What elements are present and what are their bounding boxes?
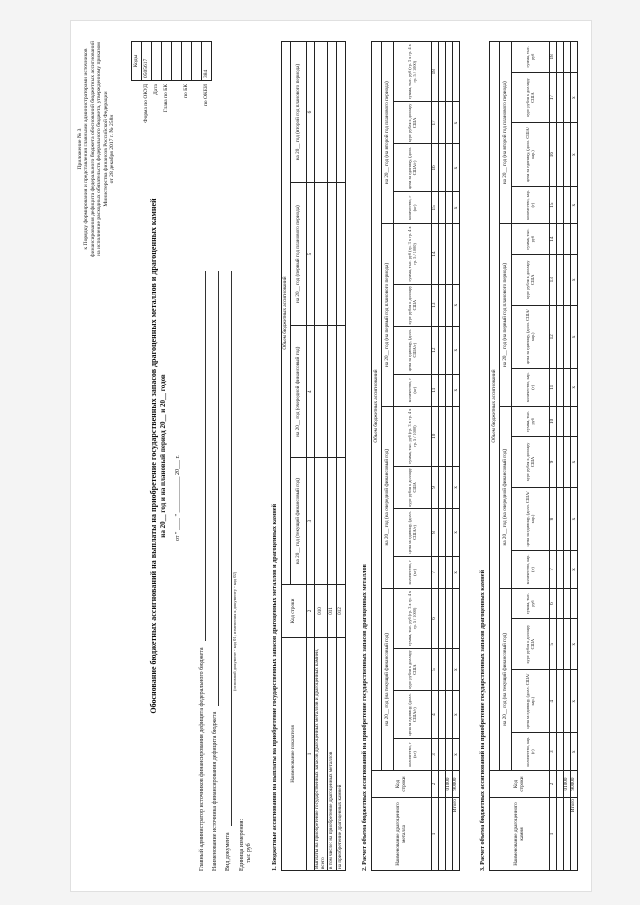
okud-label: Форма по ОКУД — [143, 84, 150, 123]
bk2-label: по БК — [183, 84, 190, 98]
section3-total-cell[interactable] — [571, 406, 578, 437]
section3-subcol: сумма, тыс. руб — [512, 42, 550, 73]
section3-cell[interactable] — [564, 551, 571, 589]
section2-subcol: цена за единицу, (долл. США/г) — [394, 691, 432, 739]
bk-label: Глава по БК — [163, 84, 170, 113]
section3-cell[interactable] — [557, 588, 564, 619]
section3-x-cell: x — [571, 551, 578, 589]
section2-num: 5 — [432, 649, 439, 691]
s1-num: 3 — [307, 458, 315, 585]
section2-num: 7 — [432, 556, 439, 588]
section2-x-cell: x — [453, 466, 460, 508]
source-field[interactable] — [212, 271, 219, 706]
unit-label: Единица измерения: — [238, 818, 245, 871]
section2-cell[interactable] — [446, 374, 453, 406]
okei-value: 384 — [202, 42, 212, 81]
section2-cell[interactable] — [439, 798, 446, 871]
section3-col-name: Наименование драгоценного камня — [490, 798, 550, 871]
section3-subcol: количество, кар. (г) — [512, 551, 550, 589]
section2-cell[interactable] — [446, 588, 453, 648]
section2-cell[interactable] — [446, 556, 453, 588]
section3-x-cell: x — [571, 305, 578, 368]
section3-num: 5 — [550, 619, 557, 670]
s1-num: 6 — [307, 42, 315, 183]
section1-table — [281, 41, 346, 871]
okei-label: по ОКЕИ — [203, 84, 210, 107]
section3-subcol: цена за единицу, (долл. США/кар.) — [512, 123, 550, 186]
section2-num: 11 — [432, 374, 439, 406]
section3-subcol: сумма, тыс. руб — [512, 588, 550, 619]
section2-total-cell[interactable] — [453, 406, 460, 466]
section3-cell[interactable] — [564, 733, 571, 771]
section3-subcol: сумма, тыс. руб — [512, 224, 550, 255]
section3-num: 14 — [550, 224, 557, 255]
section2-num: 1 — [432, 798, 439, 871]
section2-subcol: курс рубля к доллару США — [394, 466, 432, 508]
section2-num: 3 — [432, 739, 439, 771]
codes-table — [131, 41, 212, 125]
s1-year2: на 20__ год (очередной финансовый год) — [291, 326, 307, 458]
s1-cell[interactable] — [336, 183, 345, 326]
section3-x-cell: x — [571, 487, 578, 550]
section2-year: на 20__ год (на текущий финансовый год) — [382, 588, 394, 770]
section2-total-label: Итого — [453, 798, 460, 871]
form-title: Обоснование бюджетных ассигнований на выплаты на приобретение государственных запасов драгоценных металлов и драгоценных камней — [149, 198, 158, 714]
section2-row-code: 01000 — [446, 771, 453, 798]
section2-subcol: курс рубля к доллару США — [394, 284, 432, 326]
section3-num: 15 — [550, 186, 557, 224]
s1-row-code: 010 — [315, 585, 328, 638]
section2-cell[interactable] — [439, 144, 446, 192]
section2-num: 14 — [432, 224, 439, 284]
s1-num: 5 — [307, 183, 315, 326]
section3-cell[interactable] — [564, 186, 571, 224]
section3-cell[interactable] — [557, 406, 564, 437]
section2-year: на 20__ год (на второй год планового периода) — [382, 42, 394, 224]
section3-cell[interactable] — [557, 42, 564, 73]
section3-x-cell: x — [571, 123, 578, 186]
appendix-date: от 28 декабря 2017 г. № 258н — [109, 114, 116, 184]
section3-subcol: курс рубля к доллару США — [512, 72, 550, 123]
section2-cell[interactable] — [439, 326, 446, 374]
doctype-note: (основной документ - код 01; изменения к документу - код 02) — [231, 571, 237, 691]
admin-label: Главный администратор источников финансирования дефицита федерального бюджета — [199, 647, 205, 871]
section3-cell[interactable] — [557, 619, 564, 670]
s1-cell[interactable] — [315, 458, 328, 585]
section3-cell[interactable] — [564, 619, 571, 670]
section2-subcol: цена за единицу, (долл. США/г) — [394, 508, 432, 556]
section2-cell[interactable] — [439, 102, 446, 144]
rotated-form — [71, 21, 591, 891]
section3-cell[interactable] — [564, 406, 571, 437]
section2-cell[interactable] — [446, 466, 453, 508]
section2-cell[interactable] — [439, 374, 446, 406]
section2-num: 12 — [432, 326, 439, 374]
s1-row-code: 012 — [336, 585, 345, 638]
section3-subcol: сумма, тыс. руб — [512, 406, 550, 437]
section2-num: 6 — [432, 588, 439, 648]
s1-cell[interactable] — [315, 326, 328, 458]
section3-cell[interactable] — [557, 437, 564, 488]
s1-year3: на 20__ год (первый год планового периода) — [291, 183, 307, 326]
s1-num: 2 — [307, 585, 315, 638]
section2-year: на 20__ год (на очередной финансовый год) — [382, 406, 394, 588]
codes-header: Коды — [132, 42, 142, 81]
section3-cell[interactable] — [557, 369, 564, 407]
section3-cell[interactable] — [557, 670, 564, 733]
s1-col-code: Код строки — [282, 585, 307, 638]
section2-subcol: курс рубля к доллару США — [394, 102, 432, 144]
s1-row-name: на приобретение драгоценных камней — [336, 638, 345, 871]
section3-subcol: количество, кар. (г) — [512, 733, 550, 771]
section2-num: 8 — [432, 508, 439, 556]
section2-x-cell: x — [453, 649, 460, 691]
section3-cell[interactable] — [564, 224, 571, 255]
section3-num: 11 — [550, 369, 557, 407]
section3-year: на 20__ год (на второй год планового периода) — [500, 42, 512, 224]
section3-cell[interactable] — [557, 733, 564, 771]
doctype-field[interactable] — [225, 271, 232, 826]
section3-cell[interactable] — [557, 224, 564, 255]
appendix-number: Приложение № 3 — [77, 128, 83, 170]
section3-cell[interactable] — [557, 305, 564, 368]
section3-x-cell: x — [571, 733, 578, 771]
section3-total-label: Итого — [571, 798, 578, 871]
s1-cell[interactable] — [327, 326, 336, 458]
section2-subcol: количество, г (кг) — [394, 739, 432, 771]
section2-cell[interactable] — [439, 466, 446, 508]
section3-col-volume: Объем бюджетных ассигнований — [490, 42, 500, 771]
section3-cell[interactable] — [557, 487, 564, 550]
section3-x-cell: x — [571, 369, 578, 407]
section2-cell[interactable] — [446, 649, 453, 691]
section3-num: 18 — [550, 42, 557, 73]
section3-num: 12 — [550, 305, 557, 368]
section2-cell[interactable] — [446, 192, 453, 224]
section2-num: 15 — [432, 192, 439, 224]
section2-subcol: цена за единицу, (долл. США/г) — [394, 144, 432, 192]
section2-subcol: количество, г (кг) — [394, 556, 432, 588]
section3-total-cell[interactable] — [571, 224, 578, 255]
section3-num: 2 — [550, 771, 557, 798]
section2-x-cell: x — [453, 284, 460, 326]
section3-cell[interactable] — [557, 72, 564, 123]
section2-cell[interactable] — [446, 406, 453, 466]
section3-num: 1 — [550, 798, 557, 871]
section2-x-cell: x — [453, 508, 460, 556]
section1-heading: 1. Бюджетные ассигнования на выплаты на приобретение государственных запасов драгоценных металлов и драгоценных камней — [271, 503, 278, 871]
section3-cell[interactable] — [564, 670, 571, 733]
section3-year: на 20__ год (на первый год планового периода) — [500, 224, 512, 406]
section3-table — [489, 41, 578, 871]
section3-cell[interactable] — [557, 798, 564, 871]
appendix-note — [77, 39, 116, 259]
okud-value: 0505617 — [142, 42, 152, 81]
section2-cell[interactable] — [439, 192, 446, 224]
s1-num: 1 — [307, 638, 315, 871]
section3-x-cell: x — [571, 72, 578, 123]
s1-num: 4 — [307, 326, 315, 458]
section2-x-cell: x — [453, 102, 460, 144]
section2-cell[interactable] — [439, 556, 446, 588]
s1-row-name: в том числе: на приобретение драгоценных металлов — [327, 638, 336, 871]
section3-x-cell: x — [571, 254, 578, 305]
s1-col-volume: Объем бюджетных ассигнований — [282, 42, 291, 585]
section3-cell[interactable] — [557, 186, 564, 224]
section2-num: 4 — [432, 691, 439, 739]
section2-heading: 2. Расчет объема бюджетных ассигнований на приобретение государственных запасов драгоценных металлов — [361, 564, 368, 871]
s1-cell[interactable] — [327, 42, 336, 183]
section2-cell[interactable] — [446, 144, 453, 192]
section3-col-code: Код строки — [490, 771, 550, 798]
section2-cell[interactable] — [446, 326, 453, 374]
section2-subcol: сумма, тыс. руб (гр. 3 х гр. 4 х гр. 5 / 1000) — [394, 224, 432, 284]
section3-cell[interactable] — [564, 305, 571, 368]
section3-subcol: курс рубля к доллару США — [512, 437, 550, 488]
section3-subcol: курс рубля к доллару США — [512, 254, 550, 305]
section3-cell[interactable] — [557, 123, 564, 186]
section3-subcol: цена за единицу, (долл. США/кар.) — [512, 305, 550, 368]
section2-cell[interactable] — [439, 649, 446, 691]
section2-col-code: Код строки — [372, 771, 432, 798]
section3-year: на 20__ год (на текущий финансовый год) — [500, 588, 512, 770]
s1-cell[interactable] — [315, 183, 328, 326]
section3-total-cell[interactable] — [571, 588, 578, 619]
section2-cell[interactable] — [446, 284, 453, 326]
s1-cell[interactable] — [336, 326, 345, 458]
unit-value: тыс руб — [245, 843, 252, 863]
codes-box — [131, 41, 212, 125]
section2-num: 17 — [432, 102, 439, 144]
section2-cell[interactable] — [446, 224, 453, 284]
section2-cell[interactable] — [439, 284, 446, 326]
section3-num: 7 — [550, 551, 557, 589]
section3-num: 16 — [550, 123, 557, 186]
section2-cell[interactable] — [446, 102, 453, 144]
section3-cell[interactable] — [564, 588, 571, 619]
section3-cell[interactable] — [564, 123, 571, 186]
section3-x-cell: x — [571, 619, 578, 670]
section2-total-cell[interactable] — [453, 224, 460, 284]
section3-cell[interactable] — [557, 254, 564, 305]
section2-cell[interactable] — [439, 691, 446, 739]
section2-cell[interactable] — [446, 508, 453, 556]
date-label: Дата — [153, 84, 160, 95]
section3-subcol: количество, кар. (г) — [512, 369, 550, 407]
section3-cell[interactable] — [564, 254, 571, 305]
section3-cell[interactable] — [564, 369, 571, 407]
section2-cell[interactable] — [439, 739, 446, 771]
section2-subcol: цена за единицу, (долл. США/г) — [394, 326, 432, 374]
section3-num: 9 — [550, 437, 557, 488]
section2-total-code: 90000 — [453, 771, 460, 798]
section2-year: на 20__ год (на первый год планового периода) — [382, 224, 394, 406]
s1-cell[interactable] — [315, 42, 328, 183]
section3-num: 8 — [550, 487, 557, 550]
s1-cell[interactable] — [336, 458, 345, 585]
section3-cell[interactable] — [564, 487, 571, 550]
date-line: от " ____ " ____________ 20___ г. — [175, 455, 181, 541]
section3-num: 3 — [550, 733, 557, 771]
s1-cell[interactable] — [327, 458, 336, 585]
section2-x-cell: x — [453, 556, 460, 588]
section2-cell[interactable] — [439, 406, 446, 466]
section2-subcol: сумма, тыс. руб (гр. 3 х гр. 4 х гр. 5 / 1000) — [394, 406, 432, 466]
form-subtitle: на 20__ год и на плановый период 20__ и 20__ годов — [159, 374, 167, 538]
section3-subcol: количество, кар. (г) — [512, 186, 550, 224]
doctype-label: Вид документа — [224, 832, 231, 871]
section3-subcol: курс рубля к доллару США — [512, 619, 550, 670]
document-page — [70, 20, 592, 892]
section2-x-cell: x — [453, 326, 460, 374]
section2-subcol: сумма, тыс. руб (гр. 3 х гр. 4 х гр. 5 / 1000) — [394, 588, 432, 648]
section2-num: 13 — [432, 284, 439, 326]
section2-x-cell: x — [453, 739, 460, 771]
s1-col-name: Наименование показателя — [282, 638, 307, 871]
section2-subcol: количество, г (кг) — [394, 192, 432, 224]
section2-total-cell[interactable] — [453, 588, 460, 648]
section2-num: 10 — [432, 406, 439, 466]
section3-year: на 20__ год (на очередной финансовый год) — [500, 406, 512, 588]
section3-num: 4 — [550, 670, 557, 733]
section3-subcol: цена за единицу, (долл. США/кар.) — [512, 487, 550, 550]
section2-subcol: курс рубля к доллару США — [394, 649, 432, 691]
section2-num: 16 — [432, 144, 439, 192]
section3-num: 17 — [550, 72, 557, 123]
section3-cell[interactable] — [564, 72, 571, 123]
section2-x-cell: x — [453, 374, 460, 406]
section2-x-cell: x — [453, 144, 460, 192]
section3-num: 6 — [550, 588, 557, 619]
section2-num: 18 — [432, 42, 439, 102]
section3-cell[interactable] — [564, 42, 571, 73]
appendix-text: к Порядку формирования и представления главными администраторами источников финансирования дефицита федерального бюджета обоснований бюджетных ассигнований на исполнение расходных обязательств федерального бюджета, утвержденному приказом Министерства финансов Российской Федерации — [83, 40, 109, 258]
section3-total-code: 90000 — [571, 771, 578, 798]
section2-cell[interactable] — [439, 588, 446, 648]
section2-col-name: Наименование драгоценного металла — [372, 798, 432, 871]
section2-cell[interactable] — [439, 508, 446, 556]
s1-row-code: 011 — [327, 585, 336, 638]
section2-cell[interactable] — [439, 224, 446, 284]
section2-x-cell: x — [453, 192, 460, 224]
section2-cell[interactable] — [446, 739, 453, 771]
section2-x-cell: x — [453, 691, 460, 739]
section3-x-cell: x — [571, 186, 578, 224]
admin-field[interactable] — [199, 271, 206, 641]
section2-subcol: количество, г (кг) — [394, 374, 432, 406]
s1-cell[interactable] — [327, 183, 336, 326]
source-label: Наименование источника финансирования дефицита бюджета — [211, 711, 218, 871]
section3-num: 10 — [550, 406, 557, 437]
section2-cell[interactable] — [446, 42, 453, 102]
section3-cell[interactable] — [564, 437, 571, 488]
section2-cell[interactable] — [439, 42, 446, 102]
section3-cell[interactable] — [557, 551, 564, 589]
section3-x-cell: x — [571, 670, 578, 733]
section2-num: 9 — [432, 466, 439, 508]
section3-total-cell[interactable] — [571, 42, 578, 73]
s1-cell[interactable] — [336, 42, 345, 183]
section2-cell[interactable] — [446, 691, 453, 739]
section2-subcol: сумма, тыс. руб (гр. 3 х гр. 4 х гр. 5 / 1000) — [394, 42, 432, 102]
s1-year1: на 20__ год (текущий финансовый год) — [291, 458, 307, 585]
s1-row-name: Выплаты на приобретение государственных запасов драгоценных металлов и драгоценных камней, всего — [315, 638, 328, 871]
section3-num: 13 — [550, 254, 557, 305]
section2-num: 2 — [432, 771, 439, 798]
section2-table — [371, 41, 460, 871]
section3-subcol: цена за единицу, (долл. США/кар.) — [512, 670, 550, 733]
section3-heading: 3. Расчет объема бюджетных ассигнований на приобретение государственных запасов драгоценных камней — [479, 569, 486, 871]
section2-total-cell[interactable] — [453, 42, 460, 102]
section3-row-code: 01000 — [564, 771, 571, 798]
section2-col-volume: Объем бюджетных ассигнований — [372, 42, 382, 771]
section3-x-cell: x — [571, 437, 578, 488]
s1-year4: на 20__ год (второй год планового периода) — [291, 42, 307, 183]
